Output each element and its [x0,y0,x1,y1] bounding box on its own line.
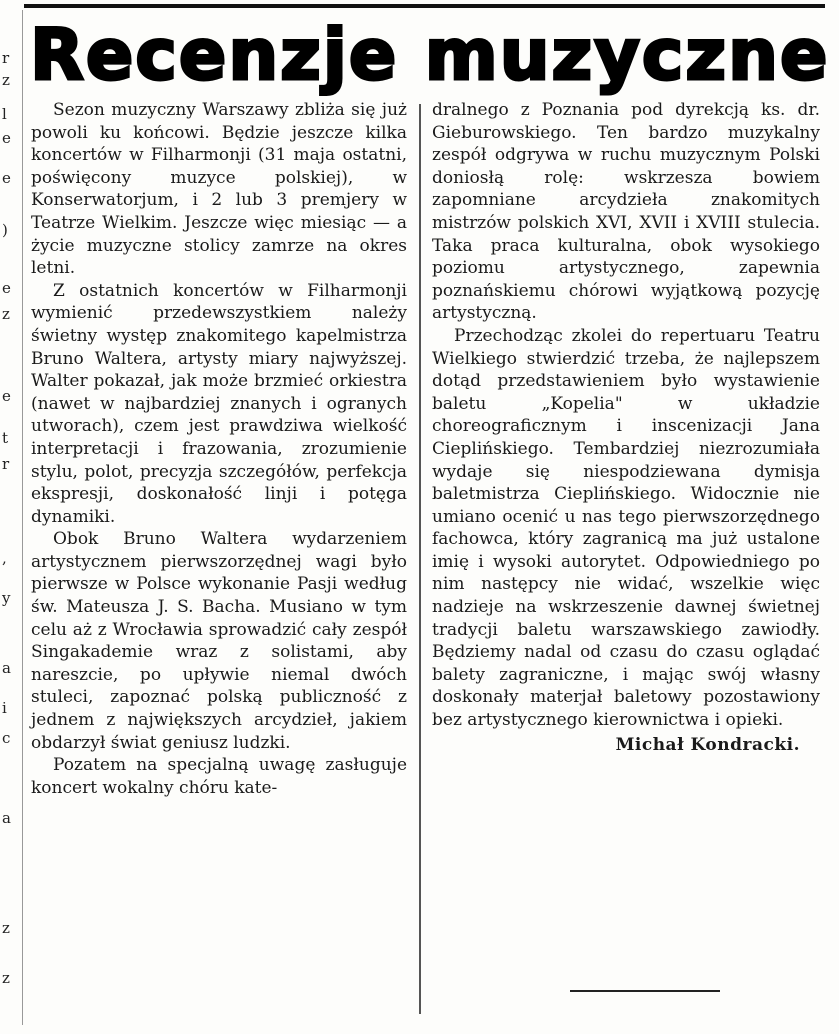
signature-rule [570,990,720,992]
author-signature: Michał Kondracki. [615,734,800,755]
right-column [432,99,820,756]
paragraph: dralnego z Poznania pod dyrekcją ks. dr. Gieburowskiego. Ten bardzo muzykalny zespół odgrywa w ruchu muzycznym Polski doniosłą rolę: wskrzesza bowiem zapomniane arcydzieła znakomitych mistrzów polskich XVI, XVII i XVIII stulecia. Taka praca kulturalna, obok wysokiego poziomu artystycznego, zapewnia poznańskiemu chórowi wyjątkową pozycję artystyczną. [432,100,820,324]
left-margin-fragments: r z l e e ) e z e t r , y a i c a z z [2,49,11,987]
left-column [31,99,407,799]
paragraph: Z ostatnich koncertów w Filharmonji wymienić przedewszystkiem należy świetny występ znakomitego kapelmistrza Bruno Waltera, artysty miary najwyższej. Walter pokazał, jak może brzmieć orkiestra (nawet w najbardziej znanych i ogranych utworach), czem jest prawdziwa wielkość interpretacji i frazowania, zrozumienie stylu, polot, precyzja szczegółów, perfekcja ekspresji, doskonałość linji i potęga dynamiki. [31,280,407,527]
top-rule [24,4,825,8]
article-title: Recenzje muzyczne [30,14,830,96]
column-divider [419,104,421,1014]
paragraph: Sezon muzyczny Warszawy zbliża się już powoli ku końcowi. Będzie jeszcze kilka koncertów w Filharmonji (31 maja ostatni, poświęcony muzyce polskiej), w Konserwatorjum, i 2 lub 3 premjery w Teatrze Wielkim. Jeszcze więc miesiąc — a życie muzyczne stolicy zamrze na okres letni. [31,100,407,279]
paragraph: Pozatem na specjalną uwagę zasługuje koncert wokalny chóru kate- [31,755,407,798]
paragraph: Obok Bruno Waltera wydarzeniem artystycznem pierwszorzędnej wagi było pierwsze w Polsce wykonanie Pasji według św. Mateusza J. S. Bacha. Musiano w tym celu aż z Wrocławia sprowadzić cały zespół Singakademie wraz z solistami, aby nareszcie, po upływie niemal dwóch stuleci, zapoznać polską publiczność z jednem z największych arcydzieł, jakiem obdarzył świat geniusz ludzki. [31,529,407,753]
left-rule [22,10,23,1025]
paragraph: Przechodząc zkolei do repertuaru Teatru Wielkiego stwierdzić trzeba, że najlepszem dotąd przedstawieniem było wystawienie baletu „Kopelia" w układzie choreograficznym i inscenizacji Jana Cieplińskiego. Tembardziej niezrozumiała wydaje się niespodziewana dymisja baletmistrza Cieplińskiego. Widocznie nie umiano ocenić u nas tego pierwszorzędnego fachowca, który zagranicą ma już ustalone imię i wysoki autorytet. Odpowiedniego po nim następcy nie widać, wszelkie więc nadzieje na wskrzeszenie dawnej świetnej tradycji baletu warszawskiego zawiodły. Będziemy nadal od czasu do czasu oglądać balety zagraniczne, i mając swój własny doskonały materjał baletowy pozostawiony bez artystycznego kierownictwa i opieki. [432,325,820,731]
